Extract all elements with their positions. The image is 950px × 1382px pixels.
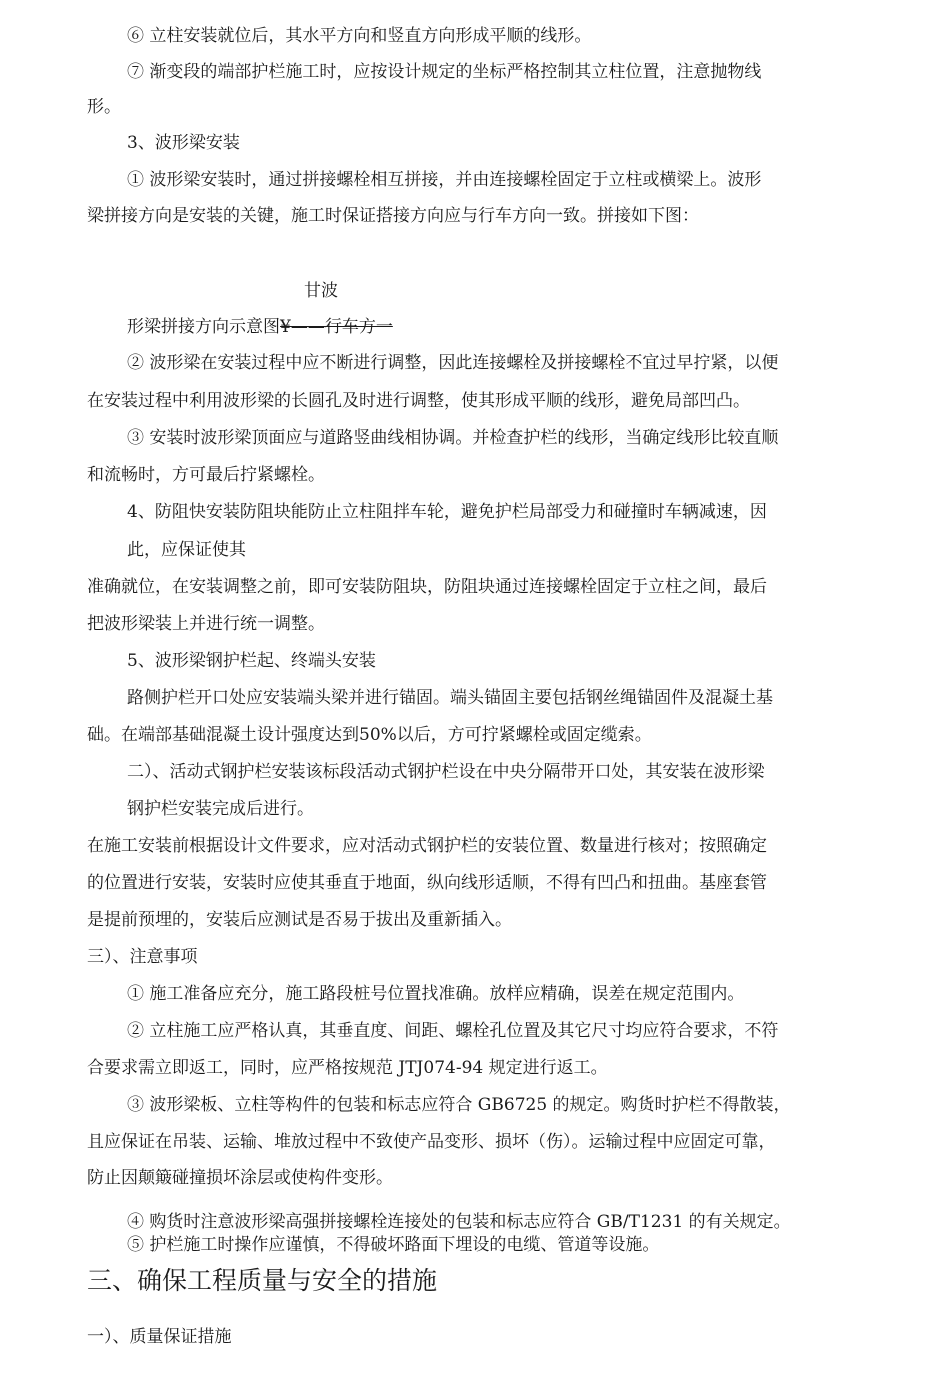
movable-para-cont-1: 的位置进行安装，安装时应使其垂直于地面，纵向线形适顺，不得有凹凸和扭曲。基座套管 <box>87 873 767 893</box>
terminal-para: 路侧护栏开口处应安装端头梁并进行锚固。端头锚固主要包括钢丝绳锚固件及混凝土基 <box>127 688 773 708</box>
movable-para-cont-2: 是提前预埋的，安装后应测试是否易于拔出及重新插入。 <box>87 910 512 930</box>
para-6: ⑥ 立柱安装就位后，其水平方向和竖直方向形成平顺的线形。 <box>127 26 592 46</box>
figure-caption-direction: ¥——行车方一 <box>280 317 393 337</box>
wave-beam-3: ③ 安装时波形梁顶面应与道路竖曲线相协调。并检查护栏的线形，当确定线形比较直顺 <box>127 428 779 448</box>
section-2-cont: 钢护栏安装完成后进行。 <box>127 799 314 819</box>
subsection-heading: 一）、质量保证措施 <box>87 1327 232 1347</box>
heading-4: 4、防阻快安装防阻块能防止立柱阻拌车轮，避免护栏局部受力和碰撞时车辆减速，因 <box>127 502 767 522</box>
chapter-heading: 三、确保工程质量与安全的措施 <box>87 1266 438 1295</box>
note-3: ③ 波形梁板、立柱等构件的包装和标志应符合 GB6725 的规定。购货时护栏不得散装， <box>127 1095 791 1115</box>
note-3-cont-2: 防止因颠簸碰撞损坏涂层或使构件变形。 <box>87 1168 393 1188</box>
section-3-notes: 三）、注意事项 <box>87 947 198 967</box>
wave-beam-1: ① 波形梁安装时，通过拼接螺栓相互拼接，并由连接螺栓固定于立柱或横梁上。波形 <box>127 170 762 190</box>
para-7: ⑦ 渐变段的端部护栏施工时，应按设计规定的坐标严格控制其立柱位置，注意抛物线 <box>127 62 762 82</box>
note-2: ② 立柱施工应严格认真，其垂直度、间距、螺栓孔位置及其它尺寸均应符合要求，不符 <box>127 1021 779 1041</box>
block-para-cont: 把波形梁装上并进行统一调整。 <box>87 614 325 634</box>
block-para: 准确就位，在安装调整之前，即可安装防阻块，防阻块通过连接螺栓固定于立柱之间，最后 <box>87 577 767 597</box>
wave-beam-3-cont: 和流畅时，方可最后拧紧螺栓。 <box>87 465 325 485</box>
section-2: 二）、活动式钢护栏安装该标段活动式钢护栏设在中央分隔带开口处，其安装在波形梁 <box>127 762 765 782</box>
figure-caption-title: 形梁拼接方向示意图 <box>127 317 280 337</box>
note-3-cont-1: 且应保证在吊装、运输、堆放过程中不致使产品变形、损坏（伤）。运输过程中应固定可靠， <box>87 1132 776 1152</box>
heading-3: 3、波形梁安装 <box>127 133 240 153</box>
note-4: ④ 购货时注意波形梁高强拼接螺栓连接处的包装和标志应符合 GB/T1231 的有关规定。 <box>127 1212 791 1232</box>
heading-5: 5、波形梁钢护栏起、终端头安装 <box>127 651 376 671</box>
heading-4-cont: 此，应保证使其 <box>127 540 246 560</box>
figure-caption <box>127 317 393 337</box>
movable-para: 在施工安装前根据设计文件要求，应对活动式钢护栏的安装位置、数量进行核对；按照确定 <box>87 836 767 856</box>
para-7-cont: 形。 <box>87 97 121 117</box>
note-2-cont: 合要求需立即返工，同时，应严格按规范 JTJ074-94 规定进行返工。 <box>87 1058 608 1078</box>
wave-beam-2: ② 波形梁在安装过程中应不断进行调整，因此连接螺栓及拼接螺栓不宜过早拧紧，以便 <box>127 353 779 373</box>
note-5: ⑤ 护栏施工时操作应谨慎，不得破坏路面下埋设的电缆、管道等设施。 <box>127 1235 660 1255</box>
note-1: ① 施工准备应充分，施工路段桩号位置找准确。放样应精确，误差在规定范围内。 <box>127 984 745 1004</box>
terminal-para-cont: 础。在端部基础混凝土设计强度达到50%以后，方可拧紧螺栓或固定缆索。 <box>87 725 652 745</box>
figure-caption-top: 甘波 <box>304 281 338 301</box>
wave-beam-1-cont: 梁拼接方向是安装的关键，施工时保证搭接方向应与行车方向一致。拼接如下图： <box>87 206 699 226</box>
wave-beam-2-cont: 在安装过程中利用波形梁的长圆孔及时进行调整，使其形成平顺的线形，避免局部凹凸。 <box>87 391 750 411</box>
